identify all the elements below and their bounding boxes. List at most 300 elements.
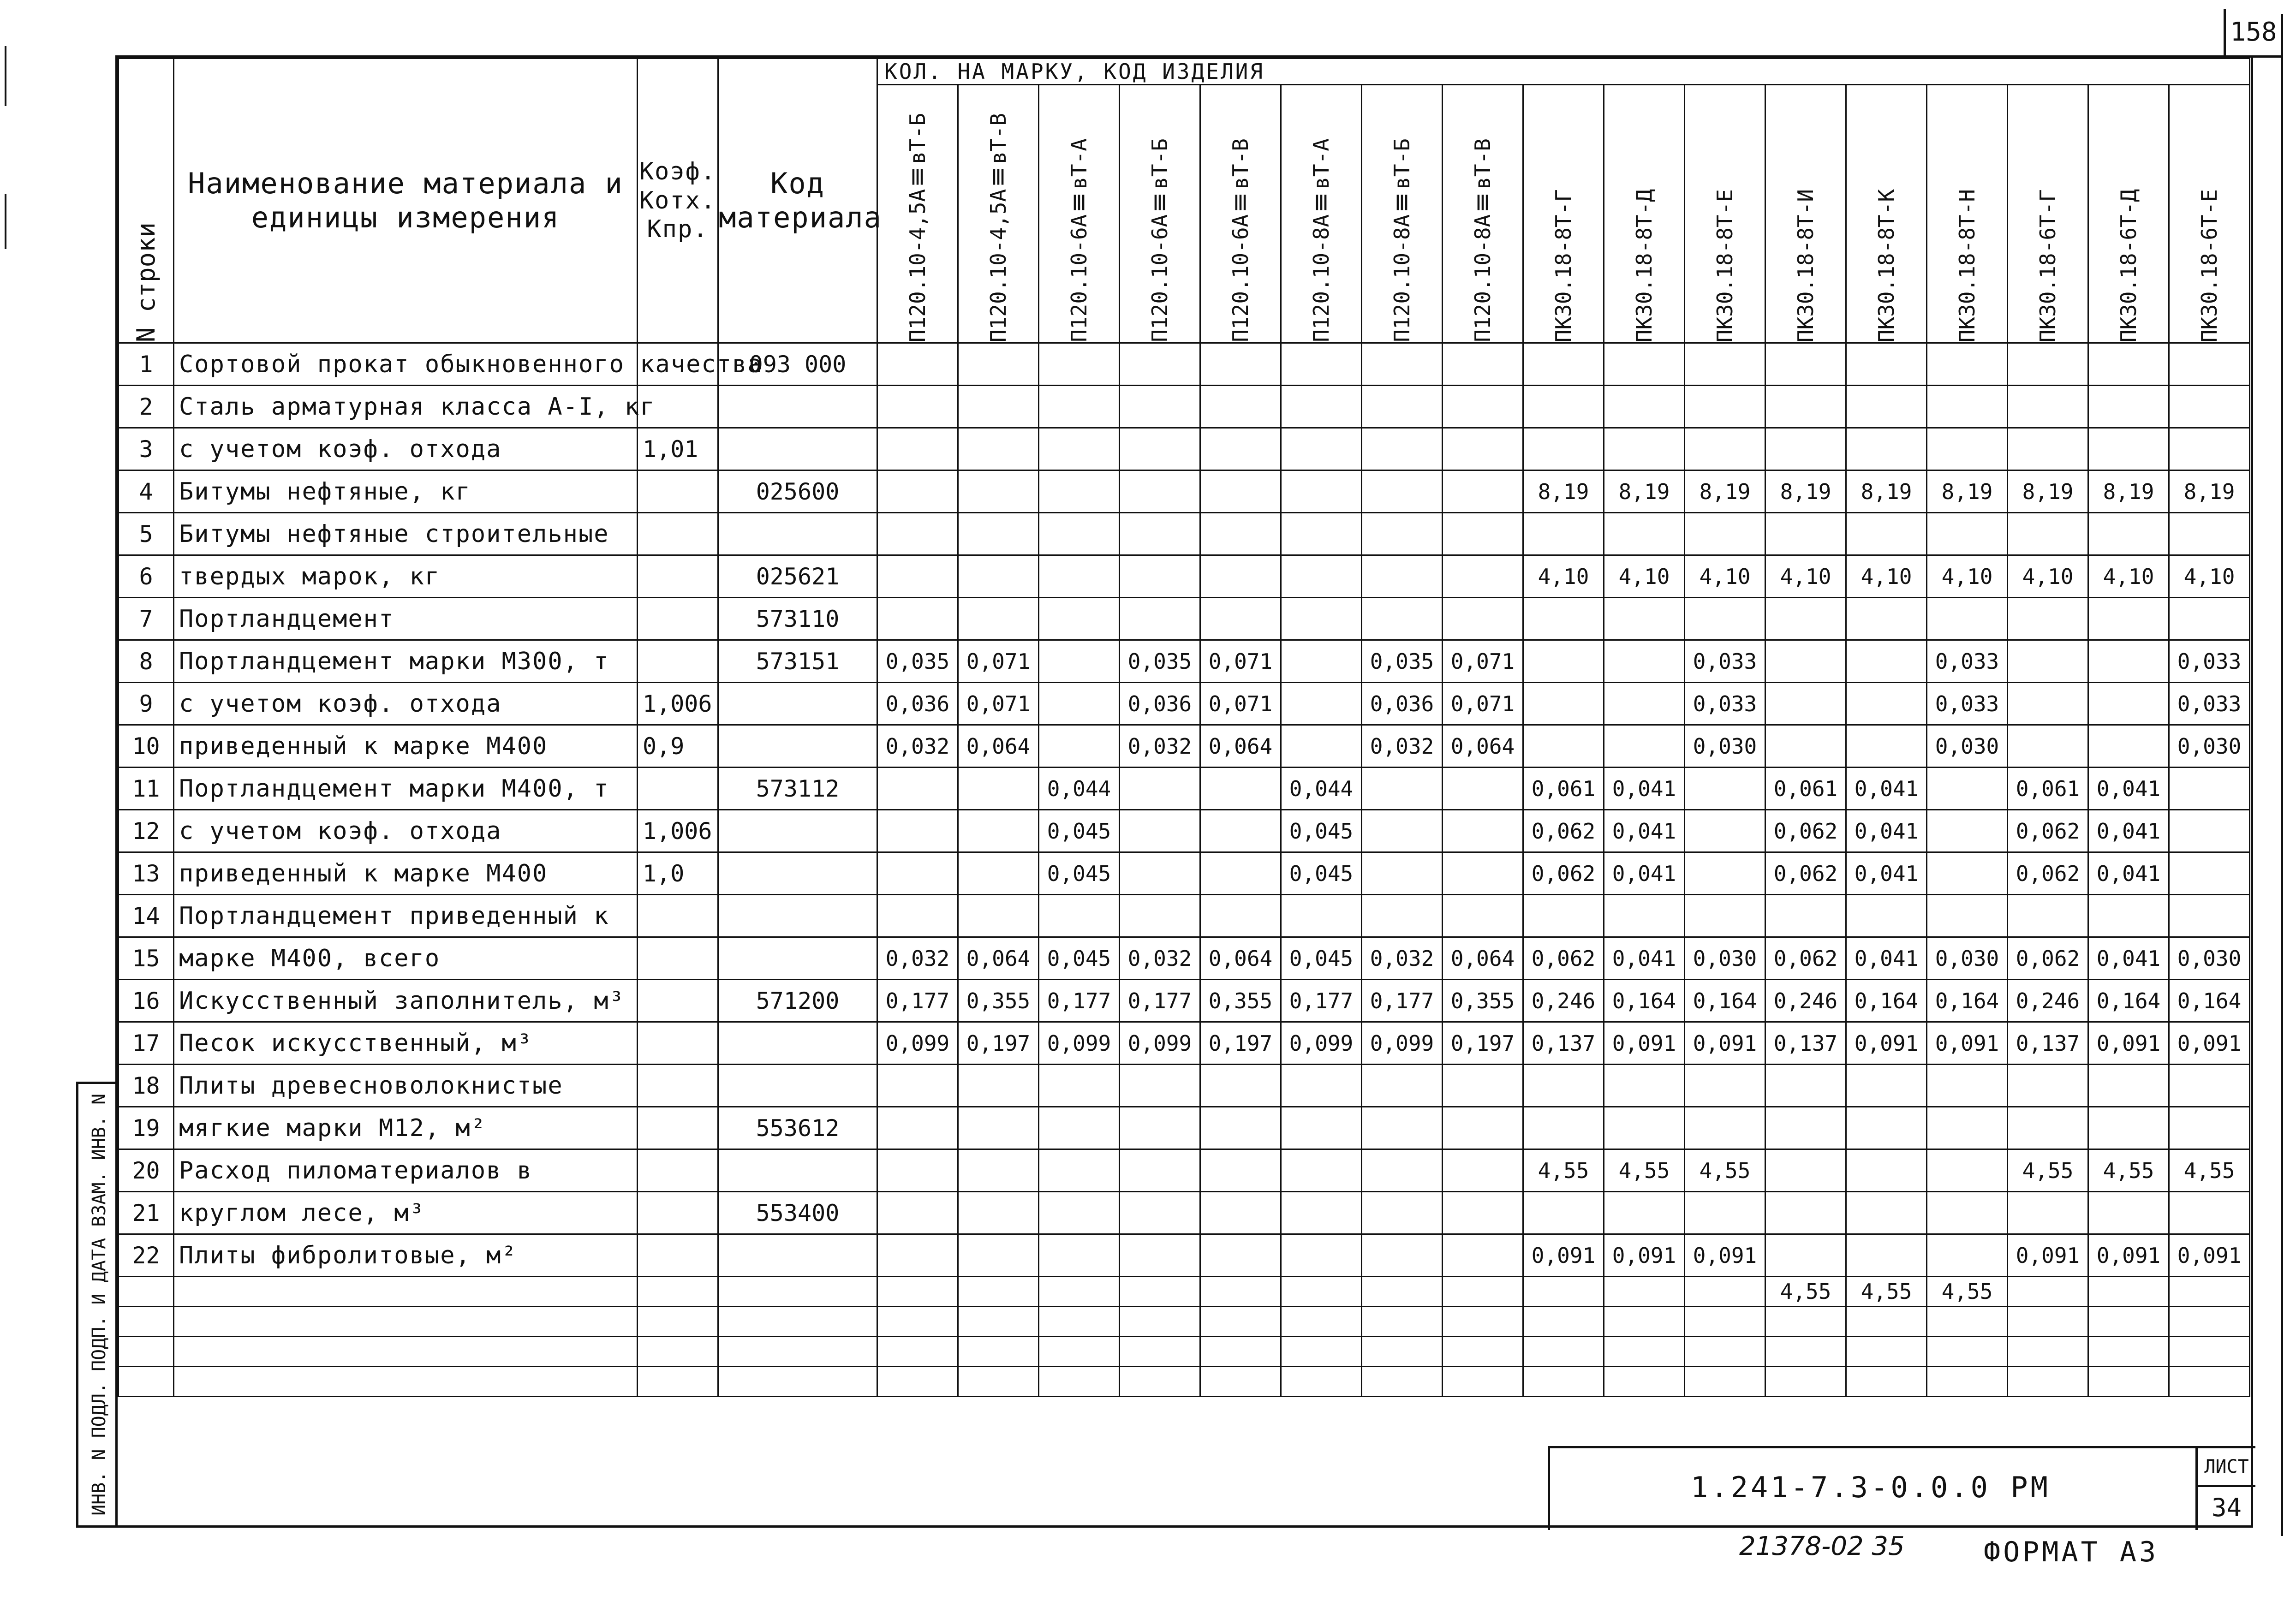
material-code: 025621 (718, 555, 877, 598)
quantity-cell (1765, 1192, 1846, 1234)
quantity-cell (1200, 1277, 1281, 1307)
quantity-cell: 0,032 (1362, 725, 1443, 768)
material-name: Портландцемент марки М400, т (174, 768, 638, 810)
quantity-cell: 4,55 (1685, 1149, 1765, 1192)
product-column-header (1362, 85, 1443, 343)
quantity-cell (2088, 683, 2169, 725)
quantity-cell (1120, 895, 1200, 937)
coefficient (638, 1367, 718, 1397)
quantity-cell (1846, 640, 1927, 683)
row-number: 2 (119, 386, 174, 428)
quantity-cell (1604, 1065, 1685, 1107)
quantity-cell (1120, 513, 1200, 555)
quantity-cell (1604, 1277, 1685, 1307)
quantity-cell (1039, 1337, 1120, 1367)
quantity-cell: 8,19 (2008, 470, 2088, 513)
quantity-cell (1120, 1367, 1200, 1397)
quantity-cell (2169, 428, 2250, 470)
quantity-cell (1927, 1065, 2008, 1107)
product-code-label: П120.10-8АⅢвТ-В (1470, 138, 1495, 342)
table-row (119, 810, 2250, 852)
row-number: 16 (119, 980, 174, 1022)
quantity-cell: 8,19 (1846, 470, 1927, 513)
material-name: твердых марок, кг (174, 555, 638, 598)
quantity-cell (958, 1234, 1039, 1277)
quantity-cell: 0,164 (2088, 980, 2169, 1022)
quantity-cell (958, 1337, 1039, 1367)
material-name: марке М400, всего (174, 937, 638, 980)
material-code (718, 895, 877, 937)
quantity-cell (1362, 1065, 1443, 1107)
quantity-cell (1281, 1234, 1362, 1277)
quantity-cell (1685, 1065, 1765, 1107)
quantity-cell (1846, 1065, 1927, 1107)
material-name (174, 1367, 638, 1397)
quantity-cell (1362, 1277, 1443, 1307)
quantity-cell (1362, 386, 1443, 428)
row-number: 20 (119, 1149, 174, 1192)
product-column-header (2169, 85, 2250, 343)
quantity-cell: 0,246 (1523, 980, 1604, 1022)
quantity-cell (877, 895, 958, 937)
product-column-header (1765, 85, 1846, 343)
quantity-cell (1604, 640, 1685, 683)
quantity-cell (877, 1277, 958, 1307)
product-code-label: ПК30.18-8Т-Н (1955, 189, 1980, 342)
quantity-cell (2008, 1337, 2088, 1367)
quantity-cell: 8,19 (1685, 470, 1765, 513)
quantity-cell (1039, 386, 1120, 428)
quantity-cell (1200, 1307, 1281, 1337)
quantity-cell (1200, 895, 1281, 937)
quantity-cell (958, 1065, 1039, 1107)
quantity-cell (2008, 428, 2088, 470)
quantity-cell (2088, 513, 2169, 555)
quantity-cell (1362, 555, 1443, 598)
quantity-cell (1927, 513, 2008, 555)
quantity-cell: 0,091 (1685, 1234, 1765, 1277)
table-row (119, 428, 2250, 470)
row-number: 9 (119, 683, 174, 725)
quantity-cell (1523, 895, 1604, 937)
quantity-cell (1281, 470, 1362, 513)
material-name: Искусственный заполнитель, м³ (174, 980, 638, 1022)
quantity-cell (877, 428, 958, 470)
title-block (1548, 1446, 2255, 1530)
quantity-cell (2169, 852, 2250, 895)
quantity-cell (1846, 1234, 1927, 1277)
quantity-cell (1281, 1307, 1362, 1337)
quantity-cell (2169, 895, 2250, 937)
table-row (119, 598, 2250, 640)
quantity-cell (1200, 768, 1281, 810)
table-row (119, 980, 2250, 1022)
quantity-cell (1200, 1367, 1281, 1397)
quantity-cell: 0,091 (2169, 1022, 2250, 1065)
quantity-cell (1362, 343, 1443, 386)
quantity-cell: 0,045 (1039, 852, 1120, 895)
quantity-cell (1200, 810, 1281, 852)
quantity-cell: 0,071 (1200, 683, 1281, 725)
quantity-cell (2008, 513, 2088, 555)
quantity-cell (1685, 1337, 1765, 1367)
quantity-cell (1927, 810, 2008, 852)
quantity-cell (958, 1367, 1039, 1397)
product-code-label: ПК30.18-8Т-К (1874, 189, 1899, 342)
quantity-cell (1362, 895, 1443, 937)
material-code (718, 852, 877, 895)
quantity-cell (1927, 1367, 2008, 1397)
material-name: Битумы нефтяные, кг (174, 470, 638, 513)
quantity-cell (958, 852, 1039, 895)
quantity-cell (1443, 1307, 1523, 1337)
quantity-cell: 0,164 (1685, 980, 1765, 1022)
quantity-cell: 0,030 (2169, 937, 2250, 980)
quantity-cell (1362, 768, 1443, 810)
header-row-top (119, 59, 2250, 85)
quantity-cell (2088, 343, 2169, 386)
coefficient (638, 980, 718, 1022)
quantity-cell (958, 598, 1039, 640)
header-name (174, 59, 638, 343)
quantity-cell (2169, 810, 2250, 852)
quantity-cell (1362, 470, 1443, 513)
row-number: 19 (119, 1107, 174, 1149)
quantity-cell: 0,045 (1281, 937, 1362, 980)
quantity-cell: 8,19 (1523, 470, 1604, 513)
product-code-label: П120.10-4,5АⅢвТ-В (986, 113, 1011, 342)
quantity-cell (1685, 343, 1765, 386)
quantity-cell (1281, 1107, 1362, 1149)
quantity-cell (2169, 1307, 2250, 1337)
quantity-cell (1281, 1367, 1362, 1397)
coefficient (638, 937, 718, 980)
quantity-cell (1765, 1107, 1846, 1149)
quantity-cell (1039, 1107, 1120, 1149)
quantity-cell (1281, 428, 1362, 470)
quantity-cell (1281, 1149, 1362, 1192)
table-row (119, 1337, 2250, 1367)
quantity-cell (1765, 683, 1846, 725)
table-row (119, 895, 2250, 937)
quantity-cell (1685, 768, 1765, 810)
product-code-label: П120.10-8АⅢвТ-Б (1390, 138, 1414, 342)
quantity-cell (1765, 1307, 1846, 1337)
quantity-cell (1281, 386, 1362, 428)
quantity-cell (1523, 683, 1604, 725)
quantity-cell: 0,041 (1846, 768, 1927, 810)
quantity-cell (1846, 1367, 1927, 1397)
quantity-cell: 4,55 (1604, 1149, 1685, 1192)
quantity-cell: 0,164 (1846, 980, 1927, 1022)
quantity-cell (2088, 725, 2169, 768)
coefficient (638, 640, 718, 683)
quantity-cell: 0,045 (1039, 937, 1120, 980)
quantity-cell (958, 1277, 1039, 1307)
quantity-cell: 8,19 (1927, 470, 2008, 513)
quantity-cell: 0,032 (1120, 937, 1200, 980)
quantity-cell (1281, 1337, 1362, 1367)
table-row (119, 725, 2250, 768)
quantity-cell: 0,030 (1685, 725, 1765, 768)
material-name: Плиты древесноволокнистые (174, 1065, 638, 1107)
material-name: Портландцемент приведенный к (174, 895, 638, 937)
table-row (119, 1022, 2250, 1065)
quantity-cell (1765, 1337, 1846, 1367)
quantity-cell (958, 428, 1039, 470)
quantity-cell (1281, 1065, 1362, 1107)
quantity-cell: 0,091 (2008, 1234, 2088, 1277)
row-number (119, 1307, 174, 1337)
quantity-cell (1927, 428, 2008, 470)
quantity-cell (1523, 725, 1604, 768)
table-row (119, 1149, 2250, 1192)
footer-format: ФОРМАТ А3 (1984, 1536, 2159, 1568)
quantity-cell: 0,177 (1120, 980, 1200, 1022)
quantity-cell (877, 555, 958, 598)
quantity-cell (1846, 683, 1927, 725)
quantity-cell (2169, 1367, 2250, 1397)
quantity-cell (1281, 598, 1362, 640)
quantity-cell (1443, 895, 1523, 937)
quantity-cell (1604, 428, 1685, 470)
row-number: 12 (119, 810, 174, 852)
table-row (119, 852, 2250, 895)
quantity-cell (1765, 428, 1846, 470)
quantity-cell: 0,246 (2008, 980, 2088, 1022)
quantity-cell (877, 852, 958, 895)
quantity-cell: 4,10 (1685, 555, 1765, 598)
quantity-cell: 4,55 (2008, 1149, 2088, 1192)
material-code: 573151 (718, 640, 877, 683)
quantity-cell (2088, 895, 2169, 937)
quantity-cell: 0,062 (2008, 810, 2088, 852)
quantity-cell: 8,19 (1765, 470, 1846, 513)
quantity-cell (2008, 1367, 2088, 1397)
quantity-cell: 0,062 (2008, 937, 2088, 980)
quantity-cell (2008, 1107, 2088, 1149)
material-name: приведенный к марке М400 (174, 725, 638, 768)
quantity-cell (1443, 1107, 1523, 1149)
material-code (718, 428, 877, 470)
table-row (119, 1065, 2250, 1107)
quantity-cell (1604, 1367, 1685, 1397)
quantity-cell: 0,164 (1927, 980, 2008, 1022)
quantity-cell: 4,55 (2169, 1149, 2250, 1192)
quantity-cell (2169, 598, 2250, 640)
quantity-cell (2008, 895, 2088, 937)
quantity-cell (1200, 513, 1281, 555)
product-code-label: ПК30.18-6Т-Г (2035, 189, 2060, 342)
material-code (718, 513, 877, 555)
quantity-cell: 0,062 (1523, 937, 1604, 980)
quantity-cell (1443, 852, 1523, 895)
product-column-header (1039, 85, 1120, 343)
quantity-cell (1443, 343, 1523, 386)
quantity-cell (2008, 1065, 2088, 1107)
quantity-cell (1120, 428, 1200, 470)
quantity-cell (2088, 1367, 2169, 1397)
quantity-cell (2008, 640, 2088, 683)
quantity-cell (958, 1307, 1039, 1337)
quantity-cell (1523, 1307, 1604, 1337)
quantity-cell (1200, 343, 1281, 386)
quantity-cell: 4,55 (1846, 1277, 1927, 1307)
material-code (718, 937, 877, 980)
product-column-header (1523, 85, 1604, 343)
quantity-cell (1443, 1149, 1523, 1192)
quantity-cell: 0,064 (1200, 937, 1281, 980)
sheet-label: ЛИСТ (2198, 1448, 2255, 1487)
row-number (119, 1277, 174, 1307)
product-code-label: ПК30.18-8Т-Е (1712, 189, 1737, 342)
quantity-cell (2008, 1192, 2088, 1234)
quantity-cell (1604, 1307, 1685, 1337)
quantity-cell: 0,045 (1039, 810, 1120, 852)
quantity-cell (1685, 1367, 1765, 1397)
quantity-cell (1523, 386, 1604, 428)
quantity-cell (1604, 1107, 1685, 1149)
quantity-cell (1846, 1307, 1927, 1337)
quantity-cell: 0,045 (1281, 852, 1362, 895)
quantity-cell (1443, 513, 1523, 555)
quantity-cell (1443, 1367, 1523, 1397)
quantity-cell: 0,177 (1281, 980, 1362, 1022)
quantity-cell (1039, 1234, 1120, 1277)
coefficient (638, 1022, 718, 1065)
quantity-cell: 0,177 (877, 980, 958, 1022)
quantity-cell (2008, 598, 2088, 640)
quantity-cell (1846, 895, 1927, 937)
sheet-box (2195, 1448, 2255, 1530)
quantity-cell: 0,091 (1846, 1022, 1927, 1065)
quantity-cell (1362, 513, 1443, 555)
header-coef (638, 59, 718, 343)
material-name (174, 1307, 638, 1337)
header-row-number-label: N строки (131, 222, 161, 342)
product-column-header (1120, 85, 1200, 343)
quantity-cell (1846, 513, 1927, 555)
quantity-cell: 0,246 (1765, 980, 1846, 1022)
quantity-cell (1927, 343, 2008, 386)
quantity-cell (1765, 1234, 1846, 1277)
quantity-cell (1685, 428, 1765, 470)
quantity-cell (1039, 1065, 1120, 1107)
quantity-cell (2088, 1107, 2169, 1149)
quantity-cell (1039, 1367, 1120, 1397)
quantity-cell (1362, 1337, 1443, 1367)
quantity-cell (1685, 810, 1765, 852)
material-name: с учетом коэф. отхода (174, 428, 638, 470)
quantity-cell (1685, 1277, 1765, 1307)
quantity-cell: 0,062 (1765, 852, 1846, 895)
quantity-cell: 0,064 (1443, 725, 1523, 768)
quantity-cell (1685, 513, 1765, 555)
material-code (718, 1307, 877, 1337)
quantity-cell (1765, 640, 1846, 683)
quantity-cell: 0,064 (1200, 725, 1281, 768)
quantity-cell (1765, 725, 1846, 768)
quantity-cell (1120, 810, 1200, 852)
row-number: 13 (119, 852, 174, 895)
quantity-cell (1927, 768, 2008, 810)
quantity-cell (1120, 1149, 1200, 1192)
quantity-cell (1927, 598, 2008, 640)
quantity-cell (1604, 683, 1685, 725)
quantity-cell (1120, 1192, 1200, 1234)
quantity-cell: 0,033 (2169, 640, 2250, 683)
product-column-header (1685, 85, 1765, 343)
quantity-cell (1846, 343, 1927, 386)
quantity-cell (1120, 1107, 1200, 1149)
quantity-cell (1281, 1277, 1362, 1307)
quantity-cell (1523, 1065, 1604, 1107)
quantity-cell (958, 1107, 1039, 1149)
quantity-cell (1927, 1192, 2008, 1234)
product-code-label: П120.10-8АⅢвТ-А (1309, 138, 1334, 342)
row-number: 22 (119, 1234, 174, 1277)
right-margin-line (2281, 14, 2283, 1536)
quantity-cell (2008, 1277, 2088, 1307)
row-number (119, 1367, 174, 1397)
coefficient: 1,0 (638, 852, 718, 895)
table-row (119, 768, 2250, 810)
quantity-cell: 4,55 (2088, 1149, 2169, 1192)
coefficient (638, 555, 718, 598)
quantity-cell: 0,062 (1765, 937, 1846, 980)
quantity-cell (1927, 895, 2008, 937)
quantity-cell (1846, 1107, 1927, 1149)
quantity-cell (2088, 386, 2169, 428)
quantity-cell: 0,061 (1765, 768, 1846, 810)
quantity-cell (1120, 470, 1200, 513)
quantity-cell: 0,071 (1200, 640, 1281, 683)
quantity-cell (2008, 343, 2088, 386)
quantity-cell (1685, 1307, 1765, 1337)
coefficient (638, 470, 718, 513)
row-number: 4 (119, 470, 174, 513)
quantity-cell: 0,061 (1523, 768, 1604, 810)
quantity-cell (1039, 598, 1120, 640)
quantity-cell (1443, 598, 1523, 640)
quantity-cell: 0,355 (1443, 980, 1523, 1022)
quantity-cell (958, 1192, 1039, 1234)
quantity-cell: 4,10 (1604, 555, 1685, 598)
material-name: Портландцемент (174, 598, 638, 640)
quantity-cell: 0,062 (1523, 810, 1604, 852)
quantity-cell: 4,10 (1927, 555, 2008, 598)
quantity-cell (1604, 1337, 1685, 1367)
quantity-cell (1927, 1107, 2008, 1149)
quantity-cell (1362, 1192, 1443, 1234)
quantity-cell: 0,030 (2169, 725, 2250, 768)
quantity-cell (2088, 1065, 2169, 1107)
quantity-cell (1120, 1307, 1200, 1337)
quantity-cell (1120, 598, 1200, 640)
quantity-cell: 0,033 (1927, 683, 2008, 725)
quantity-cell (1523, 1107, 1604, 1149)
quantity-cell (1039, 895, 1120, 937)
quantity-cell (1362, 1149, 1443, 1192)
quantity-cell: 0,355 (958, 980, 1039, 1022)
quantity-cell (1281, 640, 1362, 683)
material-name: Сортовой прокат обыкновенного качества (174, 343, 638, 386)
quantity-cell: 4,10 (2169, 555, 2250, 598)
left-margin-mark (5, 46, 6, 106)
quantity-cell (1443, 1277, 1523, 1307)
product-code-label: П120.10-6АⅢвТ-А (1067, 138, 1091, 342)
quantity-cell (1685, 895, 1765, 937)
